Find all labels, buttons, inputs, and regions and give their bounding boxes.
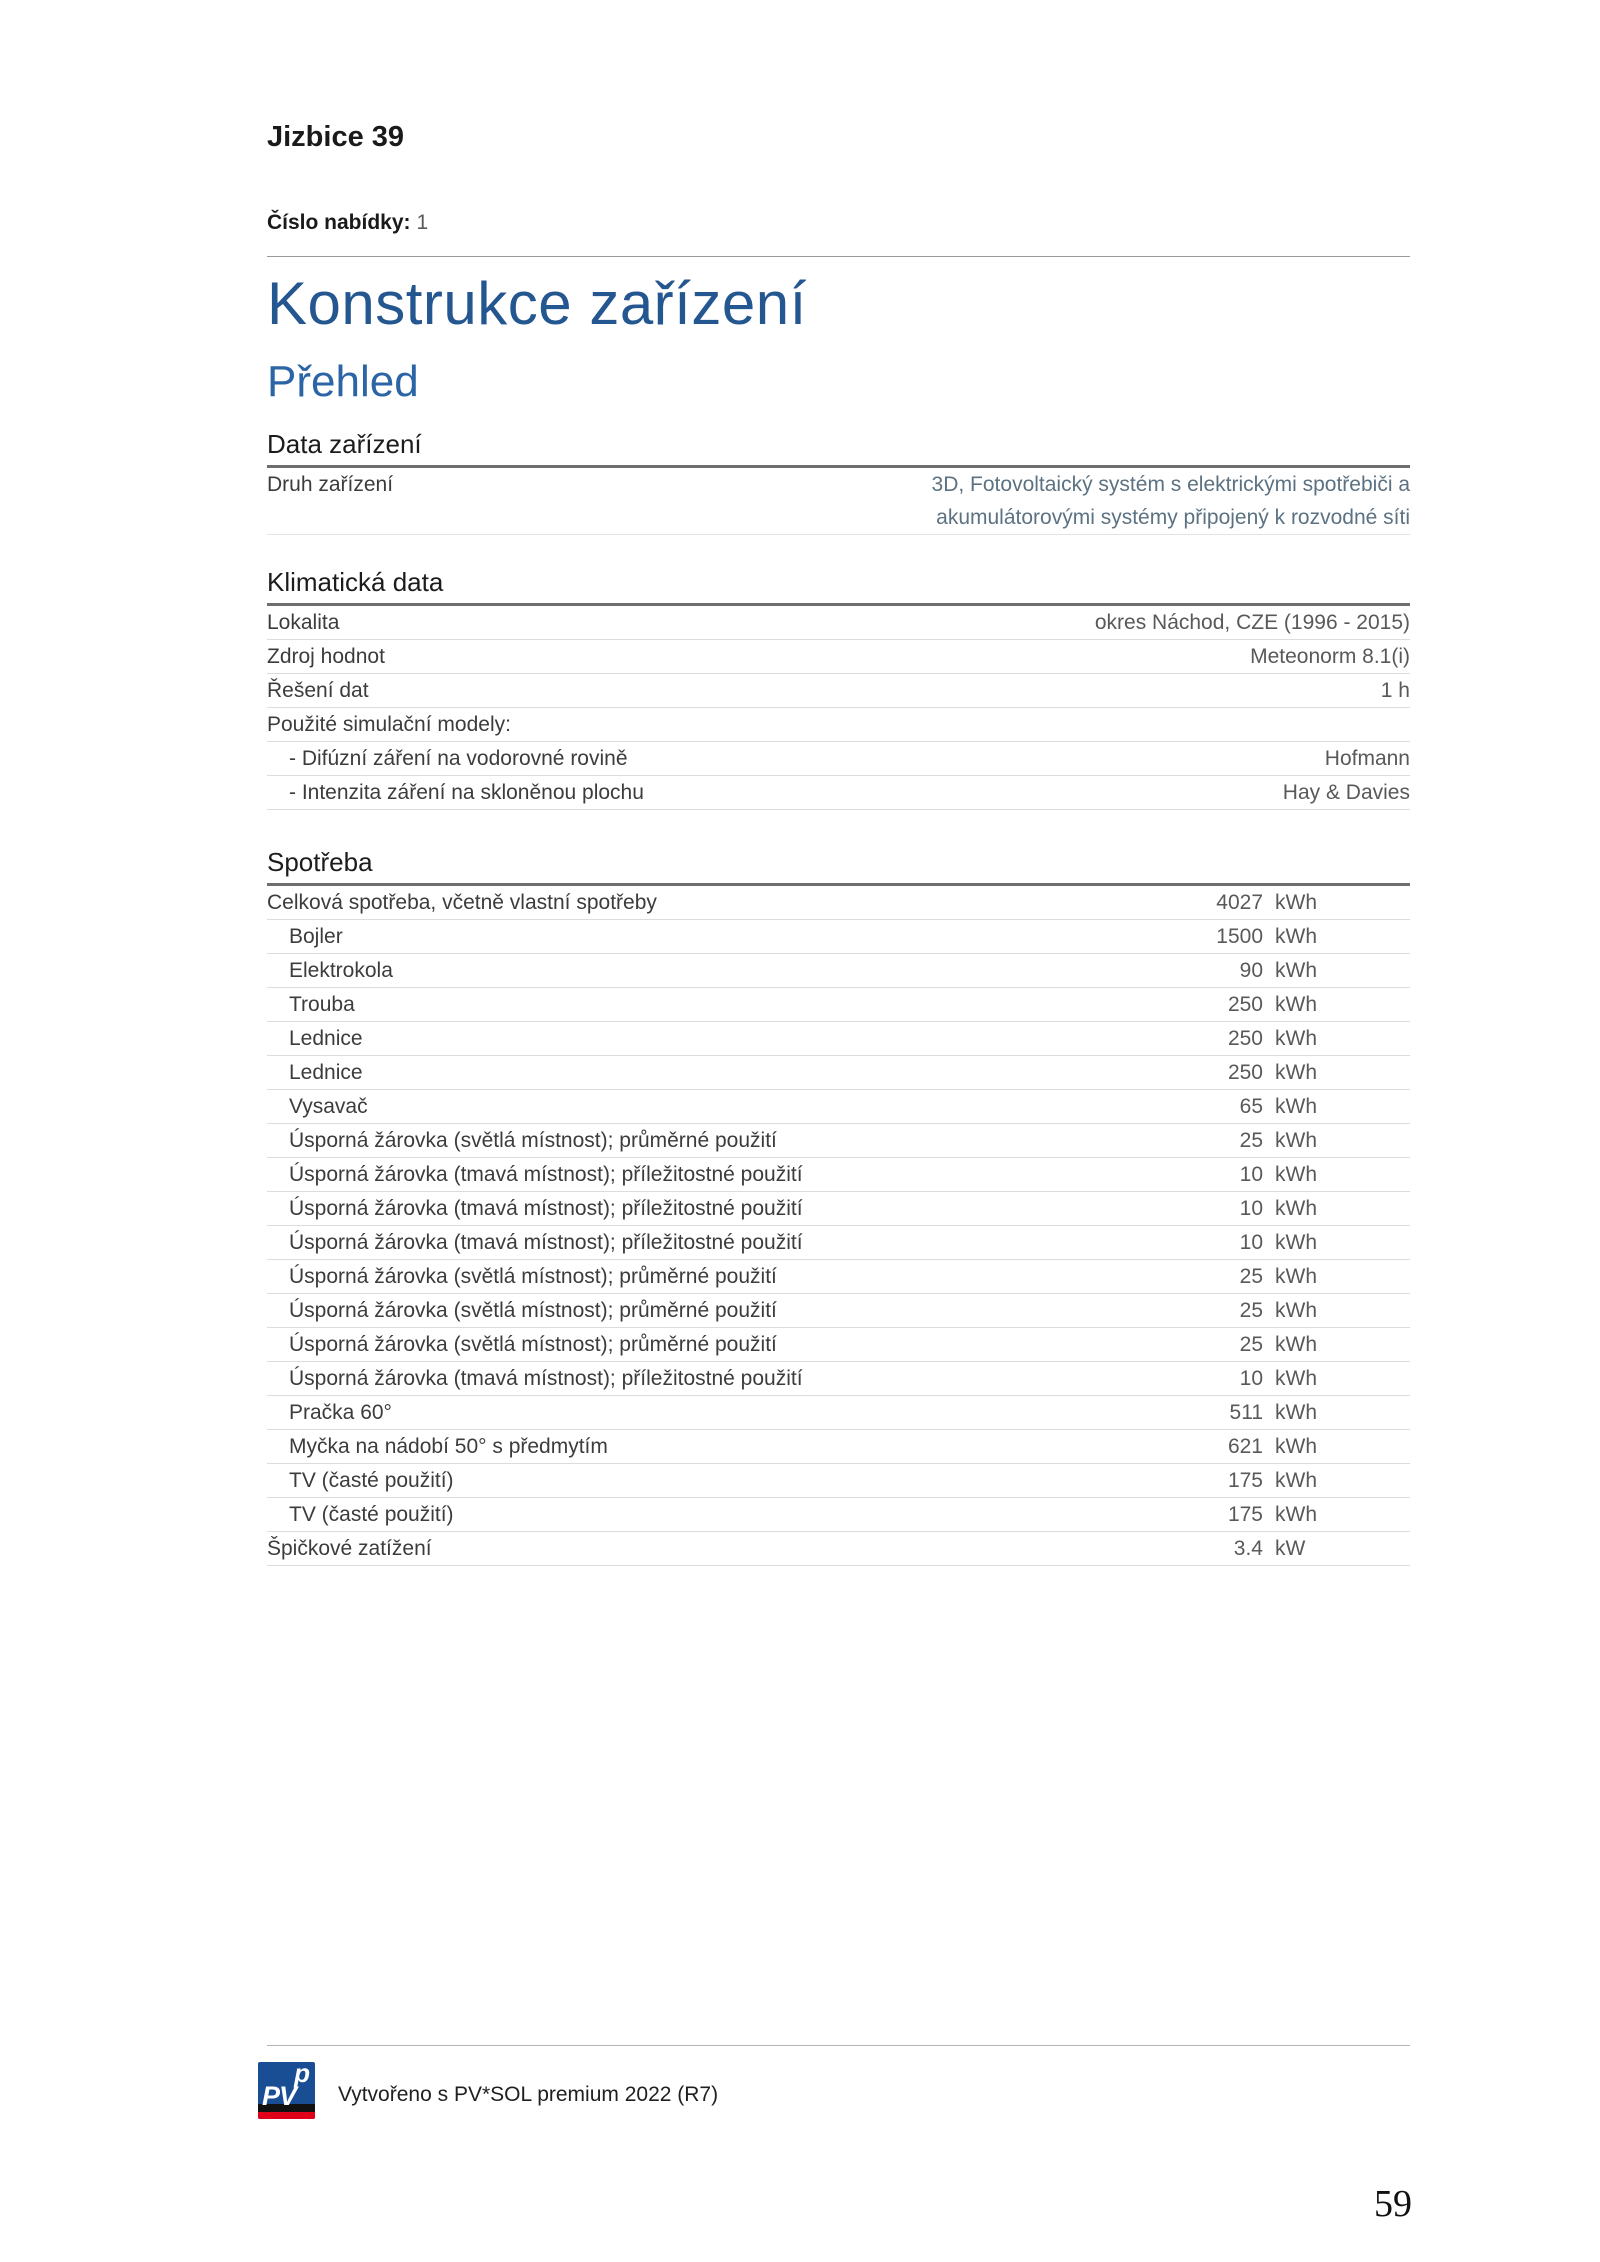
row-label: Úsporná žárovka (světlá místnost); průměrné použití [289, 1333, 777, 1356]
row-value: 1 h [1380, 679, 1410, 702]
row-unit: kWh [1275, 1367, 1317, 1390]
page-number: 59 [1374, 2183, 1412, 2225]
row-value-line: akumulátorovými systémy připojený k rozvodné síti [936, 506, 1410, 529]
row-value: okres Náchod, CZE (1996 - 2015) [1094, 611, 1410, 634]
row-label: - Difúzní záření na vodorovné rovině [289, 747, 628, 770]
section-heading: Klimatická data [267, 566, 1410, 606]
section-klimaticka-data [267, 566, 1410, 810]
row-value: 175 [1227, 1469, 1263, 1492]
row-value: Hofmann [1324, 747, 1410, 770]
row-value: 90 [1239, 959, 1263, 982]
row-value: 25 [1239, 1333, 1263, 1356]
row-unit: kWh [1275, 1231, 1317, 1254]
footer-divider [267, 2045, 1410, 2046]
row-value: 25 [1239, 1299, 1263, 1322]
table-row [267, 1158, 1410, 1192]
table-row [267, 1294, 1410, 1328]
row-label: Řešení dat [267, 679, 369, 702]
offer-number-label: Číslo nabídky: [267, 211, 411, 234]
row-label: TV (časté použití) [289, 1503, 454, 1526]
row-unit: kWh [1275, 959, 1317, 982]
table-row [267, 1022, 1410, 1056]
section-spotreba [267, 846, 1410, 1566]
section-rows [267, 468, 1410, 535]
row-label: Lokalita [267, 611, 340, 634]
row-label: Druh zařízení [267, 473, 394, 496]
footer-text: Vytvořeno s PV*SOL premium 2022 (R7) [338, 2083, 719, 2106]
row-unit: kWh [1275, 993, 1317, 1016]
table-row [267, 1498, 1410, 1532]
table-row [267, 920, 1410, 954]
row-label: Lednice [289, 1027, 363, 1050]
table-row [267, 886, 1410, 920]
row-label: Zdroj hodnot [267, 645, 385, 668]
table-row [267, 1260, 1410, 1294]
row-value [787, 468, 1410, 534]
row-unit: kWh [1275, 925, 1317, 948]
row-unit: kWh [1275, 1401, 1317, 1424]
row-value: 25 [1239, 1129, 1263, 1152]
row-value: 10 [1239, 1163, 1263, 1186]
row-value: 10 [1239, 1367, 1263, 1390]
row-value: Meteonorm 8.1(i) [1250, 645, 1410, 668]
row-unit: kWh [1275, 1469, 1317, 1492]
row-value: 511 [1229, 1401, 1263, 1424]
row-value: 1500 [1216, 925, 1263, 948]
row-unit: kWh [1275, 1129, 1317, 1152]
row-unit: kWh [1275, 1163, 1317, 1186]
table-row [267, 674, 1410, 708]
row-value: 621 [1227, 1435, 1263, 1458]
table-row [267, 1226, 1410, 1260]
row-label: Pračka 60° [289, 1401, 392, 1424]
section-rows [267, 886, 1410, 1566]
row-value: 10 [1239, 1197, 1263, 1220]
project-name: Jizbice 39 [267, 121, 405, 153]
row-unit: kWh [1275, 891, 1317, 914]
pvsol-logo-icon [258, 2062, 315, 2119]
pvsol-logo-p: p [294, 2062, 310, 2088]
row-value: 10 [1239, 1231, 1263, 1254]
table-row [267, 776, 1410, 810]
row-label: Lednice [289, 1061, 363, 1084]
table-row [267, 954, 1410, 988]
table-row [267, 1328, 1410, 1362]
row-unit: kWh [1275, 1333, 1317, 1356]
pvsol-logo-red-band [258, 2112, 315, 2119]
row-unit: kWh [1275, 1503, 1317, 1526]
table-row [267, 640, 1410, 674]
section-data-zarizeni [267, 428, 1410, 535]
page-title: Konstrukce zařízení [267, 270, 807, 337]
table-row [267, 1396, 1410, 1430]
table-row [267, 742, 1410, 776]
row-label: Bojler [289, 925, 343, 948]
table-row [267, 1056, 1410, 1090]
row-unit: kW [1275, 1537, 1306, 1560]
row-label: TV (časté použití) [289, 1469, 454, 1492]
row-unit: kWh [1275, 1095, 1317, 1118]
row-value: 25 [1239, 1265, 1263, 1288]
offer-number-value: 1 [416, 211, 429, 234]
row-label: Celková spotřeba, včetně vlastní spotřeby [267, 891, 657, 914]
row-unit: kWh [1275, 1027, 1317, 1050]
row-value: 250 [1227, 1061, 1263, 1084]
table-row [267, 606, 1410, 640]
row-value: 250 [1227, 1027, 1263, 1050]
row-unit: kWh [1275, 1435, 1317, 1458]
table-row [267, 708, 1410, 742]
table-row [267, 468, 1410, 535]
row-value: Hay & Davies [1282, 781, 1410, 804]
row-label: Úsporná žárovka (světlá místnost); průměrné použití [289, 1265, 777, 1288]
row-value: 3.4 [1233, 1537, 1263, 1560]
table-row [267, 1124, 1410, 1158]
row-label: Úsporná žárovka (tmavá místnost); příležitostné použití [289, 1163, 803, 1186]
table-row [267, 1430, 1410, 1464]
row-label: Použité simulační modely: [267, 713, 511, 736]
table-row [267, 1192, 1410, 1226]
row-label: Myčka na nádobí 50° s předmytím [289, 1435, 608, 1458]
table-row [267, 1532, 1410, 1566]
table-row [267, 1464, 1410, 1498]
row-value: 175 [1227, 1503, 1263, 1526]
row-label: Vysavač [289, 1095, 368, 1118]
table-row [267, 1362, 1410, 1396]
row-value-line: 3D, Fotovoltaický systém s elektrickými spotřebiči a [931, 473, 1410, 496]
row-unit: kWh [1275, 1061, 1317, 1084]
row-label: Trouba [289, 993, 355, 1016]
row-value: 250 [1227, 993, 1263, 1016]
row-label: Úsporná žárovka (tmavá místnost); příležitostné použití [289, 1231, 803, 1254]
row-value: 4027 [1216, 891, 1263, 914]
row-value: 65 [1239, 1095, 1263, 1118]
row-label: Úsporná žárovka (světlá místnost); průměrné použití [289, 1299, 777, 1322]
section-rows [267, 606, 1410, 810]
table-row [267, 1090, 1410, 1124]
pvsol-logo-pv: PV [262, 2081, 297, 2111]
page-subtitle: Přehled [267, 357, 419, 406]
section-heading: Data zařízení [267, 428, 1410, 468]
section-heading: Spotřeba [267, 846, 1410, 886]
row-unit: kWh [1275, 1197, 1317, 1220]
row-label: Úsporná žárovka (tmavá místnost); příležitostné použití [289, 1367, 803, 1390]
offer-number-line [267, 210, 428, 236]
header-divider [267, 256, 1410, 257]
row-label: Špičkové zatížení [267, 1537, 432, 1560]
row-label: Úsporná žárovka (tmavá místnost); příležitostné použití [289, 1197, 803, 1220]
row-label: Úsporná žárovka (světlá místnost); průměrné použití [289, 1129, 777, 1152]
row-label: - Intenzita záření na skloněnou plochu [289, 781, 644, 804]
row-unit: kWh [1275, 1299, 1317, 1322]
row-label: Elektrokola [289, 959, 393, 982]
row-unit: kWh [1275, 1265, 1317, 1288]
table-row [267, 988, 1410, 1022]
